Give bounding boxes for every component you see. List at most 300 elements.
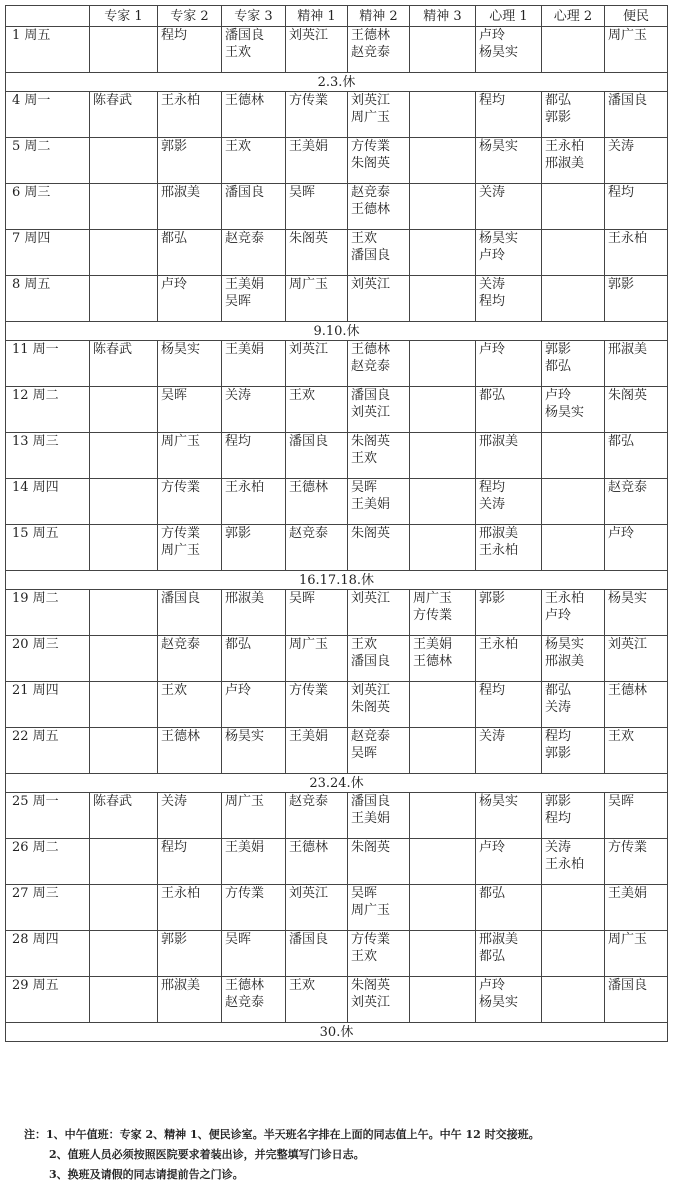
duty-cell	[476, 590, 542, 636]
duty-cell	[476, 92, 542, 138]
staff-name: 陈春武	[93, 93, 133, 108]
staff-name: 周广玉	[289, 637, 329, 652]
duty-cell	[158, 479, 222, 525]
duty-cell	[286, 27, 348, 73]
duty-roster-table	[5, 5, 668, 1042]
staff-name: 邢淑美	[225, 591, 265, 606]
duty-cell	[542, 590, 605, 636]
duty-cell	[476, 184, 542, 230]
duty-cell	[348, 433, 410, 479]
staff-name: 陈春武	[93, 794, 133, 809]
duty-cell	[222, 27, 286, 73]
duty-cell	[542, 682, 605, 728]
day-row	[6, 230, 668, 276]
staff-name: 郭影	[545, 794, 572, 809]
staff-name: 朱阁英	[351, 156, 391, 171]
duty-cell	[605, 682, 668, 728]
duty-cell	[476, 885, 542, 931]
day-label: 8 周五	[6, 276, 90, 322]
staff-name: 王美娟	[225, 840, 265, 855]
staff-name: 邢淑美	[479, 526, 519, 541]
staff-name: 邢淑美	[161, 185, 201, 200]
staff-name: 潘国良	[608, 978, 648, 993]
day-row	[6, 636, 668, 682]
duty-cell	[286, 839, 348, 885]
duty-cell	[158, 184, 222, 230]
duty-cell	[286, 793, 348, 839]
duty-cell	[410, 590, 476, 636]
staff-name: 程均	[479, 480, 506, 495]
staff-name: 王永柏	[608, 231, 648, 246]
duty-cell	[158, 977, 222, 1023]
staff-name: 关涛	[545, 840, 572, 855]
staff-name: 郭影	[161, 932, 188, 947]
staff-name: 潘国良	[351, 388, 391, 403]
staff-name: 王永柏	[545, 591, 585, 606]
duty-cell	[90, 839, 158, 885]
duty-cell	[348, 92, 410, 138]
staff-name: 卢玲	[608, 526, 635, 541]
staff-name: 关涛	[479, 729, 506, 744]
staff-name: 赵竞泰	[608, 480, 648, 495]
duty-cell	[410, 885, 476, 931]
staff-name: 王永柏	[545, 857, 585, 872]
staff-name: 王美娟	[225, 277, 265, 292]
duty-cell	[286, 590, 348, 636]
day-label: 21 周四	[6, 682, 90, 728]
duty-cell	[90, 885, 158, 931]
staff-name: 王德林	[351, 202, 391, 217]
duty-cell	[410, 728, 476, 774]
staff-name: 吴晖	[351, 886, 378, 901]
duty-cell	[476, 138, 542, 184]
staff-name: 赵竞泰	[351, 45, 391, 60]
staff-name: 郭影	[608, 277, 635, 292]
staff-name: 周广玉	[351, 110, 391, 125]
duty-cell	[476, 27, 542, 73]
staff-name: 卢玲	[479, 840, 506, 855]
duty-cell	[286, 230, 348, 276]
duty-cell	[158, 230, 222, 276]
duty-cell	[348, 590, 410, 636]
duty-cell	[476, 793, 542, 839]
day-label: 13 周三	[6, 433, 90, 479]
staff-name: 程均	[161, 840, 188, 855]
duty-cell	[476, 931, 542, 977]
duty-cell	[158, 682, 222, 728]
staff-name: 王欢	[161, 683, 188, 698]
duty-cell	[542, 839, 605, 885]
column-header: 便民	[605, 6, 668, 27]
duty-cell	[158, 276, 222, 322]
day-label: 12 周二	[6, 387, 90, 433]
staff-name: 王欢	[225, 139, 252, 154]
staff-name: 王欢	[225, 45, 252, 60]
duty-cell	[90, 931, 158, 977]
staff-name: 关涛	[545, 700, 572, 715]
duty-cell	[542, 27, 605, 73]
duty-cell	[542, 433, 605, 479]
staff-name: 王欢	[351, 231, 378, 246]
staff-name: 程均	[479, 683, 506, 698]
staff-name: 吴晖	[289, 591, 316, 606]
staff-name: 都弘	[545, 683, 572, 698]
staff-name: 王德林	[289, 480, 329, 495]
duty-cell	[410, 433, 476, 479]
staff-name: 刘英江	[351, 277, 391, 292]
staff-name: 刘英江	[351, 405, 391, 420]
staff-name: 王德林	[351, 28, 391, 43]
duty-cell	[90, 341, 158, 387]
staff-name: 王永柏	[545, 139, 585, 154]
staff-name: 王永柏	[161, 886, 201, 901]
duty-cell	[410, 184, 476, 230]
duty-cell	[542, 479, 605, 525]
staff-name: 邢淑美	[479, 434, 519, 449]
staff-name: 卢玲	[479, 248, 506, 263]
duty-cell	[605, 525, 668, 571]
staff-name: 周广玉	[608, 932, 648, 947]
duty-cell	[286, 885, 348, 931]
staff-name: 周广玉	[351, 903, 391, 918]
staff-name: 赵竞泰	[351, 185, 391, 200]
day-label: 28 周四	[6, 931, 90, 977]
duty-cell	[222, 433, 286, 479]
staff-name: 邢淑美	[608, 342, 648, 357]
staff-name: 陈春武	[93, 342, 133, 357]
duty-cell	[476, 839, 542, 885]
day-row	[6, 92, 668, 138]
staff-name: 潘国良	[225, 185, 265, 200]
duty-cell	[476, 525, 542, 571]
header-row	[6, 6, 668, 27]
staff-name: 朱阁英	[351, 840, 391, 855]
staff-name: 杨昊实	[479, 231, 519, 246]
holiday-row	[6, 1023, 668, 1042]
staff-name: 王德林	[608, 683, 648, 698]
day-row	[6, 885, 668, 931]
staff-name: 吴晖	[225, 294, 252, 309]
staff-name: 刘英江	[351, 683, 391, 698]
duty-cell	[605, 276, 668, 322]
duty-cell	[605, 479, 668, 525]
holiday-label: 23.24.休	[6, 774, 668, 793]
staff-name: 王德林	[351, 342, 391, 357]
duty-cell	[348, 525, 410, 571]
day-row	[6, 525, 668, 571]
duty-cell	[158, 27, 222, 73]
staff-name: 朱阁英	[289, 231, 329, 246]
staff-name: 程均	[225, 434, 252, 449]
duty-cell	[542, 728, 605, 774]
day-label: 14 周四	[6, 479, 90, 525]
duty-cell	[542, 977, 605, 1023]
duty-cell	[90, 184, 158, 230]
staff-name: 周广玉	[289, 277, 329, 292]
staff-name: 关涛	[161, 794, 188, 809]
staff-name: 潘国良	[351, 248, 391, 263]
staff-name: 朱阁英	[608, 388, 648, 403]
duty-cell	[542, 230, 605, 276]
duty-cell	[348, 341, 410, 387]
day-label: 25 周一	[6, 793, 90, 839]
staff-name: 王德林	[225, 978, 265, 993]
staff-name: 朱阁英	[351, 434, 391, 449]
duty-cell	[90, 636, 158, 682]
staff-name: 刘英江	[608, 637, 648, 652]
staff-name: 卢玲	[479, 342, 506, 357]
duty-cell	[222, 387, 286, 433]
duty-cell	[286, 387, 348, 433]
day-row	[6, 839, 668, 885]
duty-cell	[605, 230, 668, 276]
staff-name: 潘国良	[289, 932, 329, 947]
day-row	[6, 433, 668, 479]
staff-name: 刘英江	[289, 28, 329, 43]
column-header: 专家 2	[158, 6, 222, 27]
day-row	[6, 341, 668, 387]
duty-cell	[476, 682, 542, 728]
day-row	[6, 276, 668, 322]
day-row	[6, 793, 668, 839]
duty-cell	[476, 433, 542, 479]
duty-cell	[348, 479, 410, 525]
duty-cell	[286, 138, 348, 184]
day-row	[6, 728, 668, 774]
staff-name: 邢淑美	[545, 156, 585, 171]
duty-cell	[542, 931, 605, 977]
staff-name: 王欢	[608, 729, 635, 744]
staff-name: 刘英江	[289, 886, 329, 901]
duty-cell	[286, 479, 348, 525]
duty-cell	[410, 525, 476, 571]
staff-name: 程均	[545, 729, 572, 744]
duty-cell	[542, 92, 605, 138]
duty-cell	[222, 682, 286, 728]
duty-cell	[348, 387, 410, 433]
duty-cell	[286, 525, 348, 571]
duty-cell	[222, 341, 286, 387]
duty-cell	[90, 230, 158, 276]
duty-cell	[90, 728, 158, 774]
duty-cell	[348, 230, 410, 276]
staff-name: 方传業	[161, 526, 201, 541]
duty-cell	[605, 387, 668, 433]
day-label: 27 周三	[6, 885, 90, 931]
staff-name: 周广玉	[225, 794, 265, 809]
duty-cell	[222, 977, 286, 1023]
staff-name: 程均	[161, 28, 188, 43]
staff-name: 王美娟	[413, 637, 453, 652]
staff-name: 程均	[479, 93, 506, 108]
day-label: 29 周五	[6, 977, 90, 1023]
duty-cell	[605, 27, 668, 73]
day-row	[6, 27, 668, 73]
duty-cell	[348, 885, 410, 931]
staff-name: 关涛	[479, 277, 506, 292]
duty-cell	[286, 728, 348, 774]
duty-cell	[90, 590, 158, 636]
day-label: 11 周一	[6, 341, 90, 387]
duty-cell	[286, 92, 348, 138]
staff-name: 程均	[608, 185, 635, 200]
duty-cell	[605, 977, 668, 1023]
duty-cell	[348, 839, 410, 885]
staff-name: 方传業	[289, 93, 329, 108]
staff-name: 王德林	[413, 654, 453, 669]
staff-name: 刘英江	[351, 93, 391, 108]
duty-cell	[348, 682, 410, 728]
duty-cell	[158, 839, 222, 885]
duty-cell	[476, 728, 542, 774]
staff-name: 杨昊实	[479, 45, 519, 60]
staff-name: 王永柏	[479, 637, 519, 652]
staff-name: 方传業	[289, 683, 329, 698]
staff-name: 杨昊实	[545, 405, 585, 420]
day-row	[6, 387, 668, 433]
staff-name: 都弘	[479, 388, 506, 403]
staff-name: 潘国良	[608, 93, 648, 108]
duty-cell	[348, 636, 410, 682]
staff-name: 赵竞泰	[351, 729, 391, 744]
duty-cell	[476, 977, 542, 1023]
duty-cell	[286, 433, 348, 479]
duty-cell	[158, 433, 222, 479]
duty-cell	[158, 636, 222, 682]
staff-name: 王美娟	[289, 729, 329, 744]
duty-cell	[348, 793, 410, 839]
day-label: 6 周三	[6, 184, 90, 230]
duty-cell	[410, 839, 476, 885]
staff-name: 都弘	[161, 231, 188, 246]
duty-cell	[158, 728, 222, 774]
duty-cell	[222, 479, 286, 525]
day-label: 26 周二	[6, 839, 90, 885]
staff-name: 王永柏	[479, 543, 519, 558]
duty-cell	[348, 977, 410, 1023]
staff-name: 吴晖	[225, 932, 252, 947]
staff-name: 杨昊实	[545, 637, 585, 652]
duty-cell	[476, 479, 542, 525]
day-label: 19 周二	[6, 590, 90, 636]
duty-cell	[90, 433, 158, 479]
duty-cell	[286, 184, 348, 230]
staff-name: 卢玲	[479, 28, 506, 43]
staff-name: 王美娟	[289, 139, 329, 154]
duty-cell	[605, 839, 668, 885]
duty-cell	[90, 977, 158, 1023]
staff-name: 赵竞泰	[351, 359, 391, 374]
note-2: 2、值班人员必须按照医院要求着装出诊，并完整填写门诊日志。	[49, 1148, 365, 1161]
holiday-label: 30.休	[6, 1023, 668, 1042]
staff-name: 王欢	[351, 949, 378, 964]
staff-name: 吴晖	[351, 480, 378, 495]
duty-cell	[222, 839, 286, 885]
day-label: 1 周五	[6, 27, 90, 73]
staff-name: 方传業	[225, 886, 265, 901]
duty-cell	[476, 276, 542, 322]
staff-name: 刘英江	[351, 995, 391, 1010]
duty-cell	[348, 728, 410, 774]
staff-name: 王欢	[289, 978, 316, 993]
staff-name: 周广玉	[413, 591, 453, 606]
duty-cell	[605, 931, 668, 977]
duty-cell	[605, 885, 668, 931]
duty-cell	[222, 92, 286, 138]
duty-cell	[222, 230, 286, 276]
day-row	[6, 590, 668, 636]
duty-cell	[348, 931, 410, 977]
duty-cell	[158, 590, 222, 636]
duty-cell	[542, 387, 605, 433]
staff-name: 赵竞泰	[225, 231, 265, 246]
holiday-row	[6, 73, 668, 92]
duty-cell	[476, 230, 542, 276]
duty-cell	[286, 636, 348, 682]
duty-cell	[158, 387, 222, 433]
day-row	[6, 184, 668, 230]
staff-name: 都弘	[608, 434, 635, 449]
duty-cell	[90, 682, 158, 728]
staff-name: 赵竞泰	[289, 794, 329, 809]
duty-cell	[222, 793, 286, 839]
duty-cell	[348, 27, 410, 73]
staff-name: 方传業	[161, 480, 201, 495]
staff-name: 程均	[479, 294, 506, 309]
staff-name: 邢淑美	[479, 932, 519, 947]
duty-cell	[410, 479, 476, 525]
staff-name: 吴晖	[161, 388, 188, 403]
duty-cell	[348, 276, 410, 322]
day-row	[6, 479, 668, 525]
duty-cell	[542, 885, 605, 931]
staff-name: 卢玲	[545, 388, 572, 403]
duty-cell	[476, 341, 542, 387]
staff-name: 吴晖	[608, 794, 635, 809]
duty-cell	[476, 387, 542, 433]
duty-cell	[410, 931, 476, 977]
duty-cell	[158, 138, 222, 184]
staff-name: 刘英江	[289, 342, 329, 357]
day-row	[6, 682, 668, 728]
duty-cell	[90, 479, 158, 525]
staff-name: 吴晖	[351, 746, 378, 761]
holiday-label: 16.17.18.休	[6, 571, 668, 590]
duty-cell	[222, 184, 286, 230]
duty-cell	[410, 636, 476, 682]
staff-name: 方传業	[351, 932, 391, 947]
duty-cell	[410, 341, 476, 387]
duty-cell	[222, 525, 286, 571]
staff-name: 杨昊实	[161, 342, 201, 357]
duty-cell	[222, 138, 286, 184]
holiday-label: 9.10.休	[6, 322, 668, 341]
column-header: 专家 3	[222, 6, 286, 27]
duty-cell	[410, 27, 476, 73]
staff-name: 朱阁英	[351, 700, 391, 715]
staff-name: 郭影	[161, 139, 188, 154]
holiday-label: 2.3.休	[6, 73, 668, 92]
duty-cell	[605, 433, 668, 479]
staff-name: 王美娟	[608, 886, 648, 901]
roster-body	[6, 27, 668, 1042]
duty-cell	[90, 793, 158, 839]
staff-name: 郭影	[545, 746, 572, 761]
day-label: 15 周五	[6, 525, 90, 571]
staff-name: 潘国良	[351, 654, 391, 669]
duty-cell	[605, 793, 668, 839]
duty-cell	[286, 682, 348, 728]
